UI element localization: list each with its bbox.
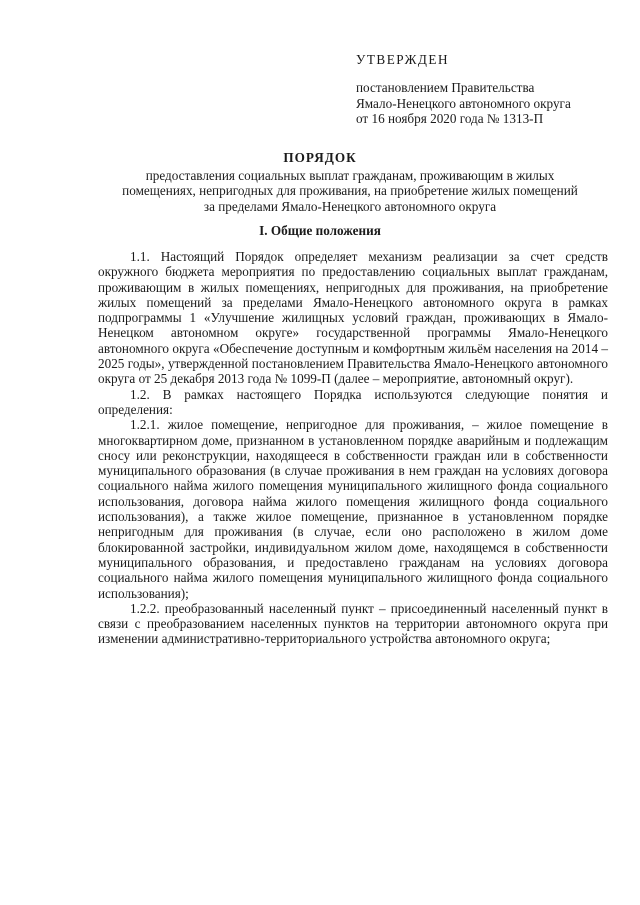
paragraph-1-1: 1.1. Настоящий Порядок определяет механизм реализации за счет средств окружного бюджета мероприятия по предоставлению социальных выплат гражданам, проживающим в жилых помещениях, непригодных для проживания, на приобретение жилых помещений за пределами Ямало-Ненецкого автономного округа в рамках подпрограммы 1 «Улучшение жилищных условий граждан, проживающих в Ямало-Ненецком автономном округе» государственной программы Ямало-Ненецкого автономного округа «Обеспечение доступным и комфортным жильём населения на 2014 – 2025 годы», утвержденной постановлением Правительства Ямало-Ненецкого автономного округа от 25 декабря 2013 года № 1099-П (далее – мероприятие, автономный округ). xyxy=(98,249,608,387)
paragraph-1-2: 1.2. В рамках настоящего Порядка используются следующие понятия и определения: xyxy=(98,386,608,417)
paragraph-1-2-2: 1.2.2. преобразованный населенный пункт – присоединенный населенный пункт в связи с преобразованием населенных пунктов на территории автономного округа при изменении административно-территориального устройства автономного округа; xyxy=(98,600,608,647)
approval-line-2: Ямало-Ненецкого автономного округа xyxy=(356,95,571,111)
document-title: ПОРЯДОК xyxy=(283,150,357,165)
section-heading: I. Общие положения xyxy=(259,223,381,238)
approval-heading: УТВЕРЖДЕН xyxy=(356,52,450,67)
document-subtitle: предоставления социальных выплат гражданам, проживающим в жилых помещениях, непригодных для проживания, на приобретение жилых помещений за пределами Ямало-Ненецкого автономного округа xyxy=(122,168,578,214)
approval-line-3: от 16 ноября 2020 года № 1313-П xyxy=(356,110,544,126)
paragraph-1-2-1: 1.2.1. жилое помещение, непригодное для проживания, – жилое помещение в многоквартирном доме, признанном в установленном порядке аварийным и подлежащим сносу или реконструкции, находящееся в собственности граждан или в собственности муниципального образования (в случае проживания в нем граждан на условиях договора социального найма жилого помещения муниципального жилищного фонда социального использования, договора найма жилого помещения жилищного фонда социального использования), а также жилое помещение, признанное в установленном порядке непригодным для проживания (в случае, если оно расположено в жилом доме блокированной застройки, индивидуальном жилом доме, находящемся в собственности муниципального образования, и предоставлено гражданам на условиях договора социального найма жилого помещения муниципального жилищного фонда социального использования); xyxy=(98,417,608,601)
approval-line-1: постановлением Правительства xyxy=(356,80,535,96)
approval-block xyxy=(356,52,616,126)
body-text xyxy=(98,249,608,647)
